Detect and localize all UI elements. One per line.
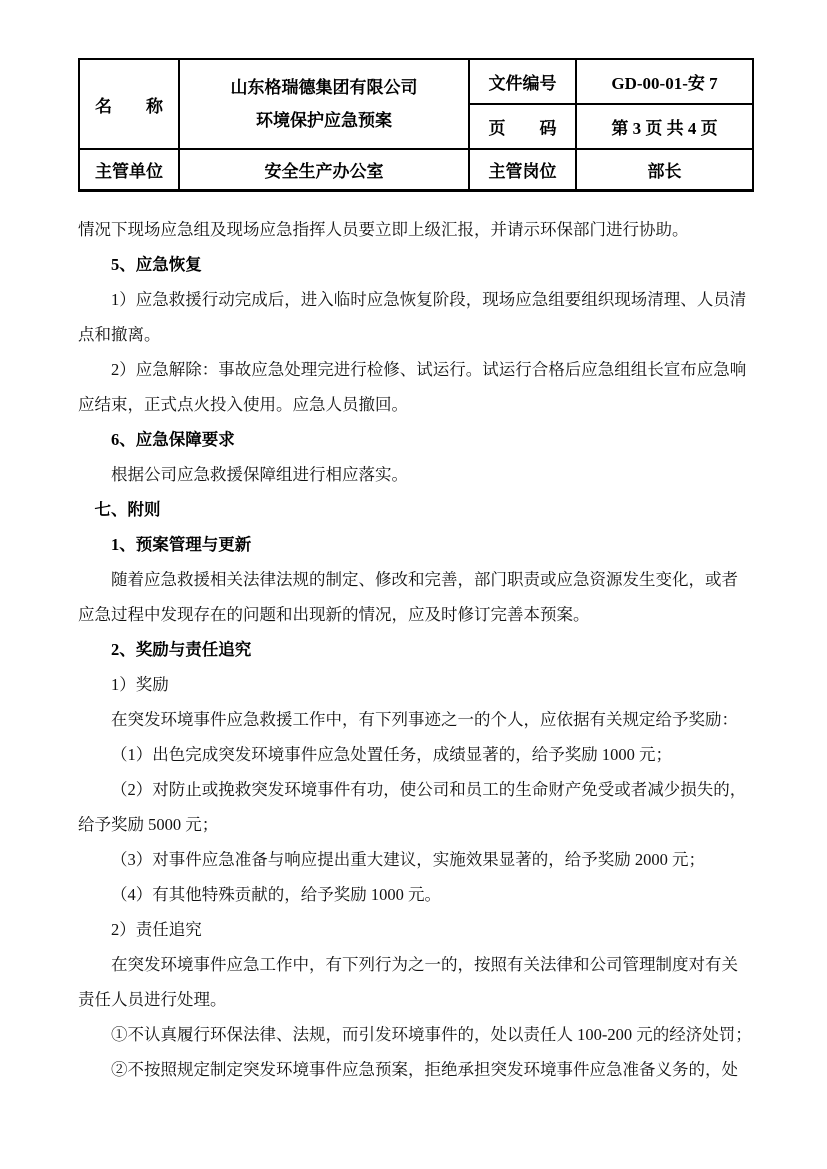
document-body bbox=[78, 212, 756, 1087]
text-line: 给予奖励 5000 元； bbox=[78, 815, 219, 834]
text-line: （2）对防止或挽救突发环境事件有功，使公司和员工的生命财产免受或者减少损失的， bbox=[111, 780, 747, 799]
text-line: ①不认真履行环保法律、法规，而引发环境事件的，处以责任人 100-200 元的经济处罚； bbox=[111, 1025, 752, 1044]
doc-number-value: GD-00-01-安 7 bbox=[576, 59, 753, 104]
doc-number-label: 文件编号 bbox=[469, 59, 576, 104]
text-line: 2）责任追究 bbox=[111, 920, 202, 939]
document-title-cell bbox=[179, 59, 469, 149]
document-title-line1: 山东格瑞德集团有限公司 bbox=[230, 78, 418, 97]
document-header-table bbox=[78, 58, 754, 192]
text-line: （3）对事件应急准备与响应提出重大建议，实施效果显著的，给予奖励 2000 元； bbox=[111, 850, 705, 869]
dept-label: 主管单位 bbox=[79, 149, 179, 190]
text-line: 根据公司应急救援保障组进行相应落实。 bbox=[111, 465, 408, 484]
section-heading: 6、应急保障要求 bbox=[111, 430, 235, 449]
page-number-label: 页 码 bbox=[469, 104, 576, 149]
post-label: 主管岗位 bbox=[469, 149, 576, 190]
text-line: 点和撤离。 bbox=[78, 325, 161, 344]
section-heading: 2、奖励与责任追究 bbox=[111, 640, 252, 659]
text-line: 在突发环境事件应急救援工作中，有下列事迹之一的个人，应依据有关规定给予奖励： bbox=[111, 710, 738, 729]
dept-value: 安全生产办公室 bbox=[179, 149, 469, 190]
text-line: （1）出色完成突发环境事件应急处置任务，成绩显著的，给予奖励 1000 元； bbox=[111, 745, 672, 764]
text-line: 在突发环境事件应急工作中，有下列行为之一的，按照有关法律和公司管理制度对有关 bbox=[111, 955, 738, 974]
text-line: 责任人员进行处理。 bbox=[78, 990, 227, 1009]
post-value: 部长 bbox=[576, 149, 753, 190]
text-line: 情况下现场应急组及现场应急指挥人员要立即上级汇报，并请示环保部门进行协助。 bbox=[78, 220, 689, 239]
text-line: 1）奖励 bbox=[111, 675, 169, 694]
name-label: 名 称 bbox=[79, 59, 179, 149]
text-line: ②不按照规定制定突发环境事件应急预案，拒绝承担突发环境事件应急准备义务的，处 bbox=[111, 1060, 738, 1079]
text-line: 应急过程中发现存在的问题和出现新的情况，应及时修订完善本预案。 bbox=[78, 605, 590, 624]
text-line: 应结束，正式点火投入使用。应急人员撤回。 bbox=[78, 395, 408, 414]
text-line: 2）应急解除：事故应急处理完进行检修、试运行。试运行合格后应急组组长宣布应急响 bbox=[111, 360, 747, 379]
document-title-line2: 环境保护应急预案 bbox=[256, 111, 392, 130]
section-heading: 5、应急恢复 bbox=[111, 255, 202, 274]
chapter-heading: 七、附则 bbox=[94, 500, 161, 519]
text-line: 随着应急救援相关法律法规的制定、修改和完善，部门职责或应急资源发生变化，或者 bbox=[111, 570, 738, 589]
section-heading: 1、预案管理与更新 bbox=[111, 535, 252, 554]
text-line: （4）有其他特殊贡献的，给予奖励 1000 元。 bbox=[111, 885, 441, 904]
page-number-value: 第 3 页 共 4 页 bbox=[576, 104, 753, 149]
text-line: 1）应急救援行动完成后，进入临时应急恢复阶段，现场应急组要组织现场清理、人员清 bbox=[111, 290, 747, 309]
